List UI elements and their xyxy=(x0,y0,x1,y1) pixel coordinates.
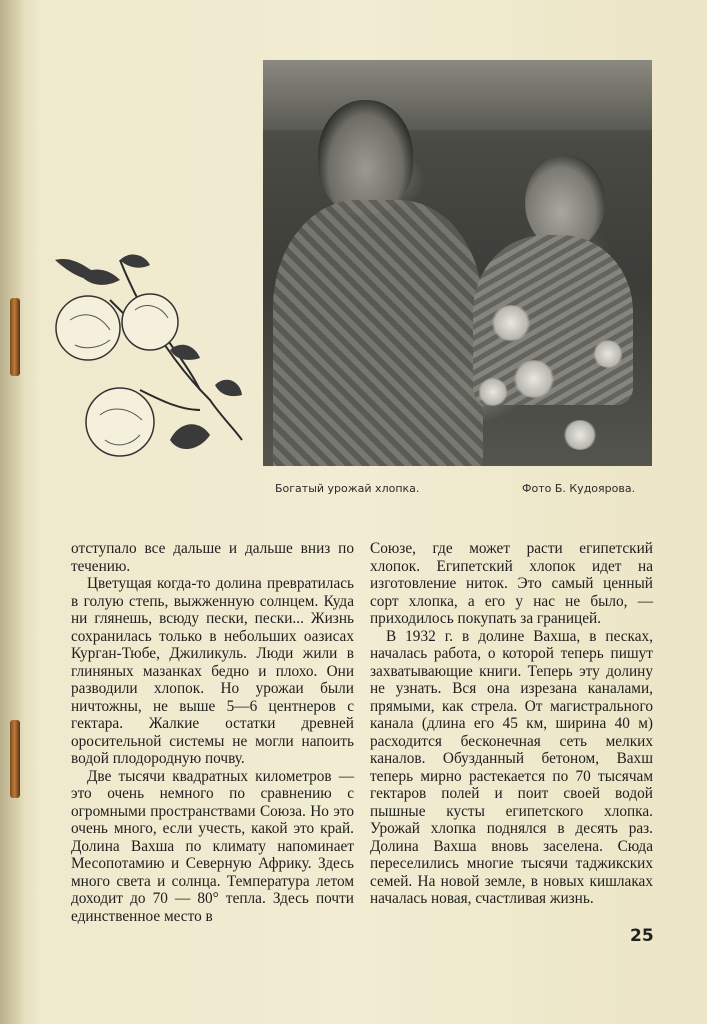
page-number: 25 xyxy=(630,926,654,946)
staple-top xyxy=(10,298,20,376)
paragraph: Две тысячи квадратных километров — это очень немного по сравнению с огромными пространствами Союза. Но это очень много, если учесть, какой это край. Долина Вахша по климату напоминает Месопотамию и Северную Африку. Здесь много света и солнца. Температура летом доходит до 70 — 80° тепла. Здесь почти единственное место в xyxy=(71,767,354,925)
text-column-left xyxy=(71,540,354,925)
paragraph: В 1932 г. в долине Вахша, в песках, началась работа, о которой теперь пишут захватывающие книги. Теперь эту долину не узнать. Вся она изрезана каналами, прямыми, как стрела. От магистрального канала (длина его 45 км, ширина 40 м) расходится бесконечная сеть мелких каналов. Обузданный бетоном, Вахш теперь мирно растекается по 70 тысячам гектаров полей и поит своей водой пышные кусты египетского хлопка. Урожай хлопка поднялся в десять раз. Долина Вахша вновь заселена. Сюда переселились многие тысячи таджикских семей. На новой земле, в новых кишлаках началась новая, счастливая жизнь. xyxy=(370,627,653,907)
paragraph: отступало все дальше и дальше вниз по течению. xyxy=(71,540,354,575)
staple-bottom xyxy=(10,720,20,798)
paragraph: Союзе, где может расти египетский хлопок. Египетский хлопок идет на изготовление ниток. Это самый ценный сорт хлопка, а его у нас не было, — приходилось покупать за границей. xyxy=(370,540,653,627)
cotton-harvest-photo xyxy=(263,60,652,466)
photo-caption: Богатый урожай хлопка. xyxy=(275,482,420,495)
page-binding xyxy=(0,0,24,1024)
paragraph: Цветущая когда-то долина превратилась в голую степь, выжженную солнцем. Куда ни глянешь, всюду пески, пески... Жизнь сохранилась только в небольших оазисах Курган-Тюбе, Джиликуль. Люди жили в глиняных мазанках бедно и плохо. Они разводили хлопок. Но урожаи были ничтожны, не выше 5—6 центнеров с гектара. Жалкие остатки древней оросительной системы не могли напоить водой плодородную почву. xyxy=(71,575,354,767)
cotton-branch-illustration xyxy=(50,250,250,470)
photo-credit: Фото Б. Кудоярова. xyxy=(522,482,636,495)
text-column-right xyxy=(370,540,653,908)
